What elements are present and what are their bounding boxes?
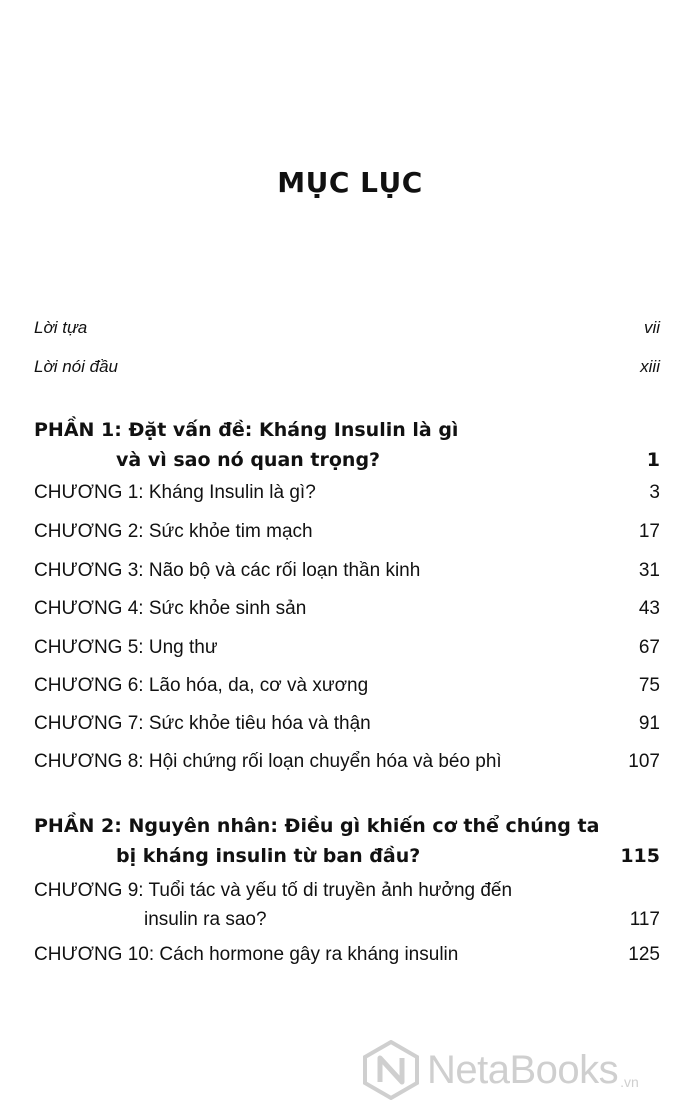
toc-entry-page: 3 — [649, 482, 660, 503]
toc-chapter-10 — [34, 944, 660, 966]
toc-entry-label: CHƯƠNG 5: Ung thư — [34, 637, 218, 658]
part-page: 1 — [646, 449, 660, 471]
part-title-line2-row — [34, 841, 660, 871]
toc-entry-page: 31 — [638, 560, 660, 581]
toc-entry-page: 91 — [638, 713, 660, 734]
toc-entry-label-line1: CHƯƠNG 9: Tuổi tác và yếu tố di truyền ảnh hưởng đến — [34, 880, 513, 901]
part-page: 115 — [620, 845, 660, 867]
toc-entry-label: Lời nói đầu — [34, 357, 119, 376]
toc-entry-label: CHƯƠNG 7: Sức khỏe tiêu hóa và thận — [34, 713, 371, 734]
toc-entry-preface — [34, 318, 660, 338]
watermark-suffix: .vn — [620, 1074, 639, 1090]
toc-chapter-6 — [34, 675, 660, 697]
toc-entry-page: 107 — [628, 751, 660, 772]
toc-entry-label: CHƯƠNG 3: Não bộ và các rối loạn thần kinh — [34, 560, 421, 581]
toc-entry-page: 75 — [638, 675, 660, 696]
toc-chapter-5 — [34, 637, 660, 659]
part-title-line1: PHẦN 1: Đặt vấn đề: Kháng Insulin là gì — [34, 419, 459, 441]
toc-chapter-7 — [34, 713, 660, 735]
toc-entry-label: Lời tựa — [34, 318, 88, 337]
toc-chapter-2 — [34, 521, 660, 543]
part-title-line2: và vì sao nó quan trọng? — [116, 449, 381, 471]
toc-entry-page: 117 — [629, 909, 660, 930]
watermark — [363, 1040, 639, 1100]
toc-entry-page: 43 — [638, 598, 660, 619]
toc-chapter-9 — [34, 876, 660, 934]
toc-entry-label: CHƯƠNG 2: Sức khỏe tim mạch — [34, 521, 313, 542]
netabooks-logo-icon — [363, 1040, 419, 1100]
toc-entry-page: vii — [643, 318, 660, 337]
watermark-text: NetaBooks — [427, 1047, 619, 1092]
toc-entry-line2-row — [34, 905, 660, 934]
toc-entry-page: 17 — [638, 521, 660, 542]
toc-chapter-4 — [34, 598, 660, 620]
toc-entry-label: CHƯƠNG 1: Kháng Insulin là gì? — [34, 482, 316, 503]
toc-entry-label: CHƯƠNG 6: Lão hóa, da, cơ và xương — [34, 675, 369, 696]
toc-entry-page: 125 — [628, 944, 660, 965]
toc-chapter-8 — [34, 751, 660, 773]
toc-part-1 — [34, 415, 660, 475]
toc-entry-label: CHƯƠNG 8: Hội chứng rối loạn chuyển hóa và béo phì — [34, 751, 502, 772]
toc-entry-page: 67 — [638, 637, 660, 658]
toc-entry-page: xiii — [640, 357, 660, 376]
toc-chapter-1 — [34, 482, 660, 504]
part-title-line2: bị kháng insulin từ ban đầu? — [116, 845, 421, 867]
toc-chapter-3 — [34, 560, 660, 582]
toc-part-2 — [34, 811, 660, 871]
toc-entry-label: CHƯƠNG 10: Cách hormone gây ra kháng insulin — [34, 944, 459, 965]
part-title-line2-row — [34, 445, 660, 475]
toc-entry-label: CHƯƠNG 4: Sức khỏe sinh sản — [34, 598, 307, 619]
toc-entry-label-line2: insulin ra sao? — [144, 909, 267, 930]
part-title-line1: PHẦN 2: Nguyên nhân: Điều gì khiến cơ thể chúng ta — [34, 815, 600, 837]
toc-entry-foreword — [34, 357, 660, 377]
page-title: MỤC LỤC — [277, 166, 423, 199]
